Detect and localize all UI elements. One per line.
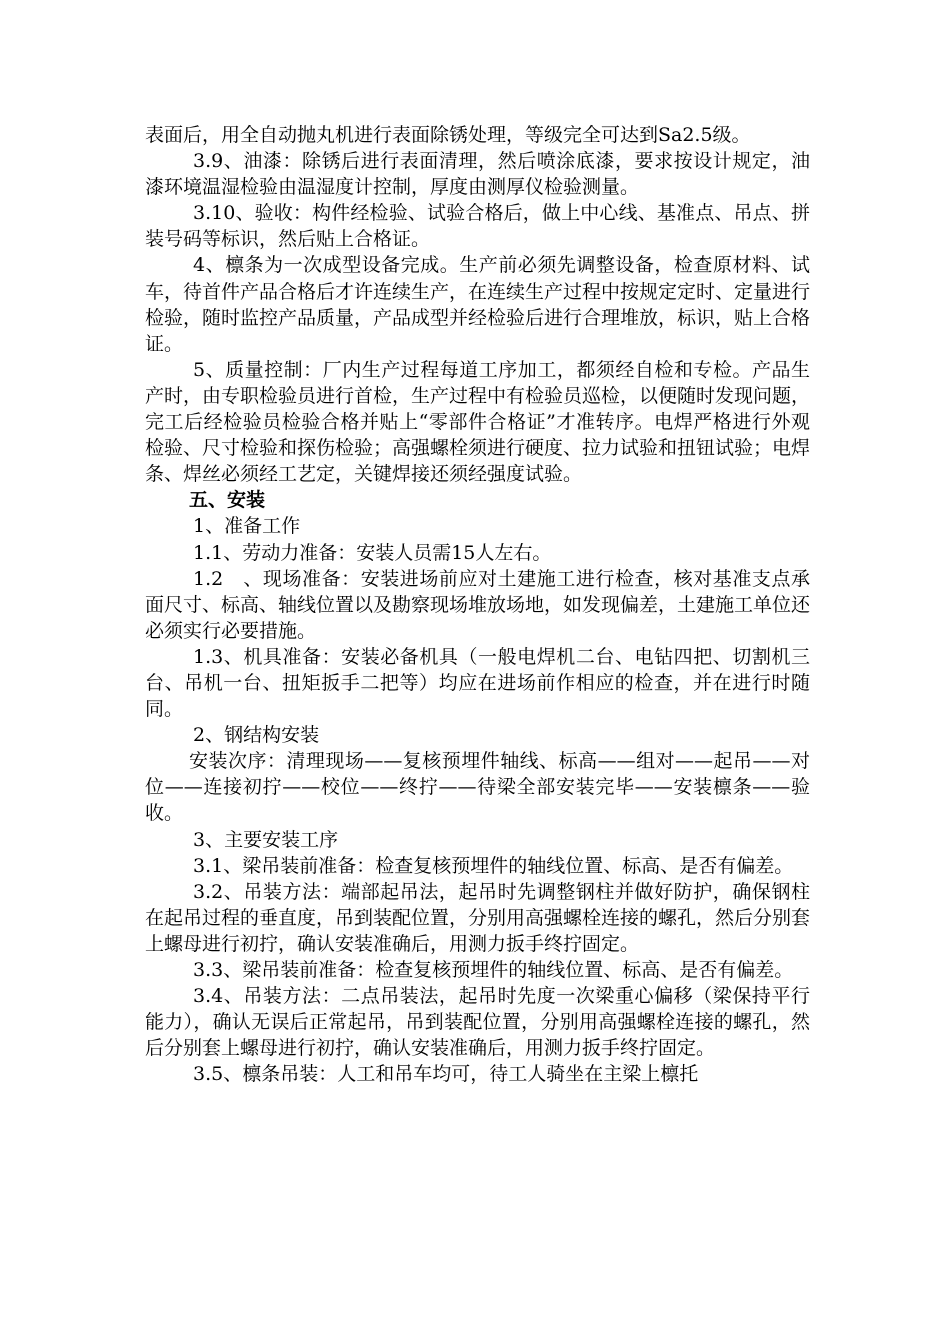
paragraph-tools-preparation: 1.3、机具准备：安装必备机具（一般电焊机二台、电钻四把、切割机三台、吊机一台、扭矩扳手二把等）均应在进场前作相应的检查，并在进行时随同。 xyxy=(145,645,810,721)
paragraph-beam-lifting-prep-1: 3.1、梁吊装前准备：检查复核预埋件的轴线位置、标高、是否有偏差。 xyxy=(193,854,794,877)
paragraph-preparation-title: 1、准备工作 xyxy=(193,515,301,538)
paragraph-painting: 3.9、油漆：除锈后进行表面清理，然后喷涂底漆，要求按设计规定，油漆环境温湿检验由温湿度计控制，厚度由测厚仪检验测量。 xyxy=(145,150,810,199)
paragraph-labor-preparation: 1.1、劳动力准备：安装人员需15人左右。 xyxy=(193,541,552,564)
paragraph-beam-lifting-prep-2: 3.3、梁吊装前准备：检查复核预埋件的轴线位置、标高、是否有偏差。 xyxy=(193,959,794,981)
paragraph-lifting-method-1: 3.2、吊装方法：端部起吊法，起吊时先调整钢柱并做好防护，确保钢柱在起吊过程的垂直度，吊到装配位置，分别用高强螺栓连接的螺孔，然后分别套上螺母进行初拧，确认安装准确后，用测力扳手终拧固定。 xyxy=(145,880,811,955)
section-heading-installation: 五、安装 xyxy=(189,489,266,512)
paragraph-lifting-method-2: 3.4、吊装方法：二点吊装法，起吊时先度一次梁重心偏移（梁保持平行能力），确认无误后正常起吊，吊到装配位置，分别用高强螺栓连接的螺孔，然后分别套上螺母进行初拧，确认安装准确后，用测力扳手终拧固定。 xyxy=(145,985,810,1060)
paragraph-purlin-lifting: 3.5、檩条吊装：人工和吊车均可，待工人骑坐在主梁上檩托 xyxy=(193,1063,699,1086)
paragraph-quality-control: 5、质量控制：厂内生产过程每道工序加工，都须经自检和专检。产品生产时，由专职检验员进行首检，生产过程中有检验员巡检，以便随时发现问题，完工后经检验员检验合格并贴上“零部件合格证”才准转序。电焊严格进行外观检验、尺寸检验和探伤检验；高强螺栓须进行硬度、拉力试验和扭钮试验；电焊条、焊丝必须经工艺定，关键焊接还须经强度试验。 xyxy=(145,358,811,486)
paragraph-main-procedures-title: 3、主要安装工序 xyxy=(193,828,339,851)
paragraph-acceptance: 3.10、验收：构件经检验、试验合格后，做上中心线、基准点、吊点、拼装号码等标识，然后贴上合格证。 xyxy=(145,202,810,251)
paragraph-steel-installation-title: 2、钢结构安装 xyxy=(193,724,320,747)
paragraph-site-preparation: 1.2 、现场准备：安装进场前应对土建施工进行检查，核对基准支点承面尺寸、标高、轴线位置以及勘察现场堆放场地，如发现偏差，土建施工单位还必须实行必要措施。 xyxy=(145,567,811,642)
paragraph-purlin-production: 4、檩条为一次成型设备完成。生产前必须先调整设备，检查原材料、试车，待首件产品合格后才许连续生产，在连续生产过程中按规定定时、定量进行检验，随时监控产品质量，产品成型并经检验后进行合理堆放，标识，贴上合格证。 xyxy=(145,254,811,355)
document-body xyxy=(145,122,810,1087)
paragraph-surface-treatment-end: 表面后，用全自动抛丸机进行表面除锈处理，等级完全可达到Sa2.5级。 xyxy=(145,124,751,146)
paragraph-installation-sequence: 安装次序：清理现场——复核预埋件轴线、标高——组对——起吊——对位——连接初拧——校位——终拧——待梁全部安装完毕——安装檩条——验收。 xyxy=(145,750,810,825)
